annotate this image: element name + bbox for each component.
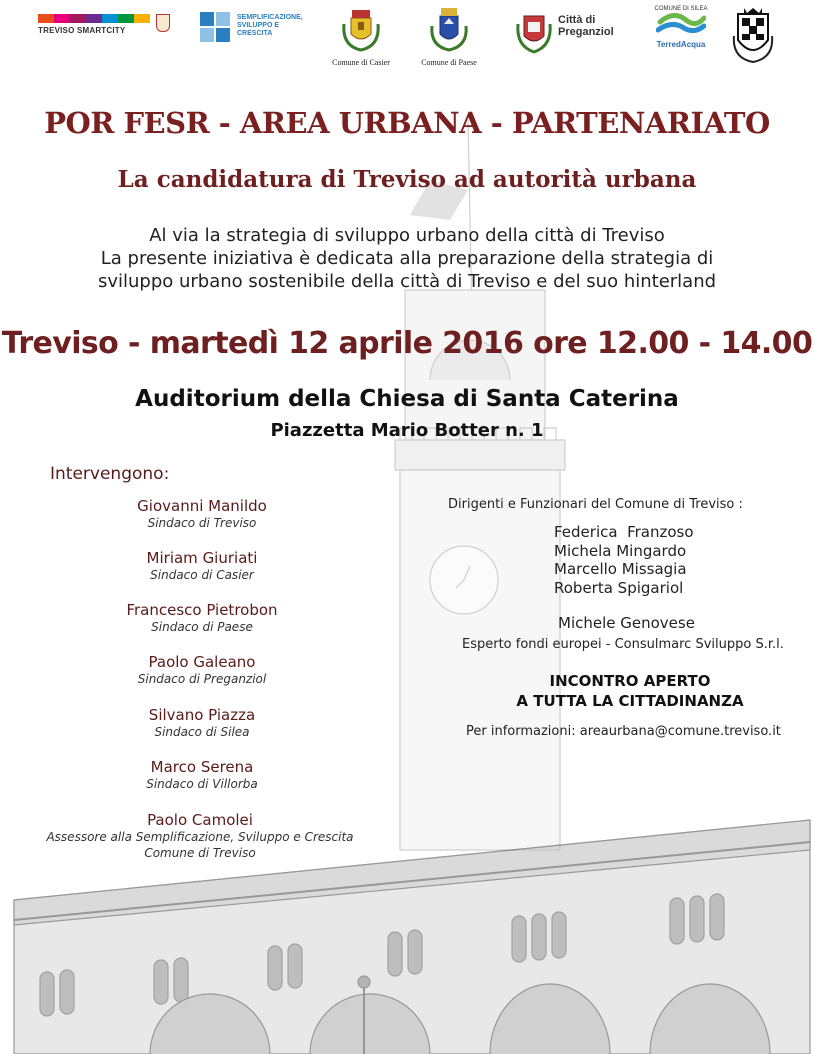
intro-line: sviluppo urbano sostenibile della città di Treviso e del suo hinterland [97,271,717,292]
officials-heading: Dirigenti e Funzionari del Comune di Treviso : [448,497,743,512]
citta-preganziol-logo [514,10,634,58]
speaker-name: Silvano Piazza [148,706,256,724]
speakers-heading: Intervengono: [50,464,170,484]
speaker-item [52,549,352,583]
speaker-item [52,497,352,531]
paese-crest-icon [426,6,472,52]
comune-casier-logo [326,6,396,67]
casier-label: Comune di Casier [332,58,390,67]
speaker-item [52,601,352,635]
expert-name: Michele Genovese [558,614,695,632]
event-venue: Auditorium della Chiesa di Santa Caterina [135,386,679,412]
open-meeting-notice [480,671,780,711]
treviso-crest-icon [156,14,170,32]
semplificazione-mark-icon [200,12,230,42]
speaker-role: Sindaco di Treviso [147,516,257,530]
stripe-segment [70,14,86,23]
speaker-name: Miriam Giuriati [146,549,258,567]
event-address: Piazzetta Mario Botter n. 1 [270,420,544,441]
comune-paese-logo [414,6,484,67]
semplificazione-logo [200,12,320,44]
officials-list [554,523,694,597]
speaker-role: Sindaco di Silea [154,725,250,739]
villorba-crest-icon [730,6,776,66]
speaker-name: Paolo Camolei [147,811,253,829]
speaker-role-organization: Comune di Treviso [144,846,256,860]
treviso-smartcity-label: TREVISO SMARTCITY [38,26,126,35]
stripe-segment [54,14,70,23]
preganziol-line-2: Preganziol [558,26,614,38]
speaker-item [52,653,352,687]
stripe-segment [102,14,118,23]
open-meeting-line: A TUTTA LA CITTADINANZA [516,692,744,710]
event-date-time: Treviso - martedì 12 aprile 2016 ore 12.00 - 14.00 [1,326,813,361]
silea-label-top: COMUNE DI SILEA [654,6,708,12]
open-meeting-line: INCONTRO APERTO [549,672,711,690]
speaker-role: Sindaco di Paese [151,620,253,634]
official-name: Federica Franzoso [554,523,694,541]
intro-line: Al via la strategia di sviluppo urbano della città di Treviso [149,225,665,246]
smartcity-color-stripe [38,14,150,23]
page-title: POR FESR - AREA URBANA - PARTENARIATO [44,106,770,140]
speaker-item [52,758,352,792]
preganziol-crest-icon [514,10,554,54]
official-name: Michela Mingardo [554,541,687,560]
speaker-name: Paolo Galeano [148,653,256,671]
speaker-item [0,811,400,861]
intro-line: La presente iniziativa è dedicata alla preparazione della strategia di [100,248,714,269]
speaker-item [52,706,352,740]
stripe-segment [86,14,102,23]
comune-silea-logo [644,6,718,49]
terredacqua-wave-icon [656,12,706,36]
stripe-segment [118,14,134,23]
stripe-segment [134,14,150,23]
preganziol-line-1: Città di [558,14,596,26]
official-name: Marcello Missagia [554,560,687,579]
intro-text [0,224,814,293]
comune-villorba-logo [730,6,776,70]
partner-logos-bar [0,6,814,68]
stripe-segment [38,14,54,23]
semplificazione-line-2: SVILUPPO E [237,22,280,29]
page-subtitle: La candidatura di Treviso ad autorità urbana [117,166,697,193]
expert-role: Esperto fondi europei - Consulmarc Sviluppo S.r.l. [462,637,784,652]
speaker-role: Sindaco di Preganziol [137,672,267,686]
semplificazione-line-1: SEMPLIFICAZIONE, [237,14,303,21]
contact-info: Per informazioni: areaurbana@comune.treviso.it [466,724,781,739]
casier-crest-icon [338,6,384,52]
speaker-role: Sindaco di Villorba [146,777,258,791]
speaker-name: Francesco Pietrobon [126,601,278,619]
speaker-name: Giovanni Manildo [137,497,267,515]
speaker-role: Sindaco di Casier [150,568,254,582]
semplificazione-line-3: CRESCITA [237,30,273,37]
speaker-name: Marco Serena [150,758,254,776]
silea-label-bottom: TerredAcqua [656,40,706,49]
paese-label: Comune di Paese [421,58,477,67]
treviso-smartcity-logo [38,14,168,35]
official-name: Roberta Spigariol [554,578,684,597]
speaker-role: Assessore alla Semplificazione, Sviluppo e Crescita [46,830,354,844]
